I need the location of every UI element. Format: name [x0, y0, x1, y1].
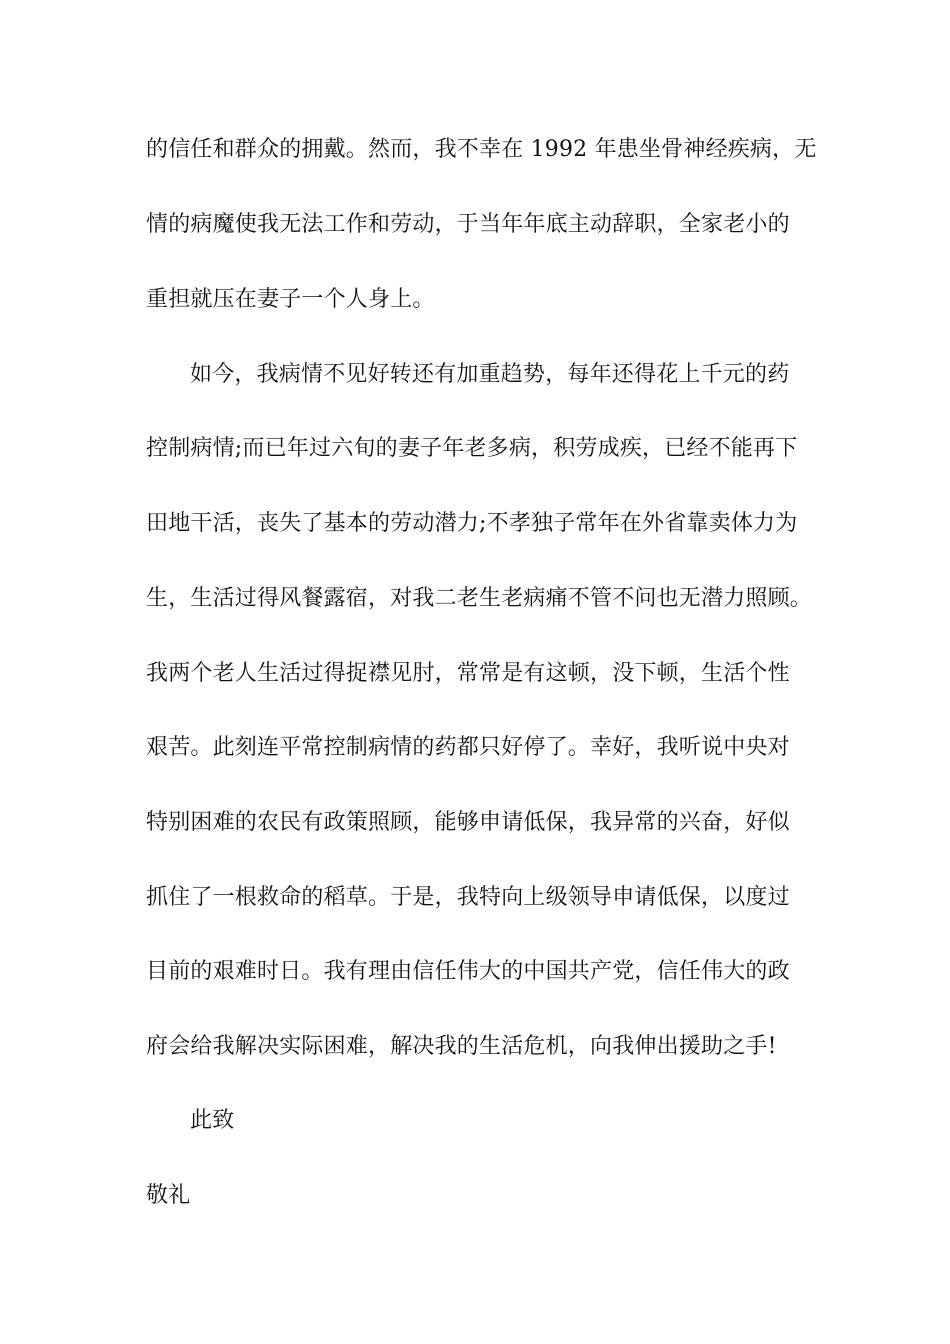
- body-text-line: 目前的艰难时日。我有理由信任伟大的中国共产党，信任伟大的政: [146, 959, 790, 984]
- closing-regards: 敬礼: [146, 1183, 191, 1208]
- body-text-line: 生，生活过得风餐露宿，对我二老生老病痛不管不问也无潜力照顾。: [146, 586, 813, 611]
- body-text-line: 控制病情;而已年过六旬的妻子年老多病，积劳成疾，已经不能再下: [146, 436, 798, 461]
- body-text-line: 田地干活，丧失了基本的劳动潜力;不孝独子常年在外省靠卖体力为: [146, 511, 798, 536]
- body-text-line: 情的病魔使我无法工作和劳动，于当年年底主动辞职，全家老小的: [146, 212, 790, 237]
- body-text-line: 府会给我解决实际困难，解决我的生活危机，向我伸出援助之手!: [146, 1034, 777, 1059]
- closing-salutation: 此致: [190, 1108, 235, 1133]
- paragraph-start-line: 如今，我病情不见好转还有加重趋势，每年还得花上千元的药: [190, 362, 790, 387]
- body-text-line: 抓住了一根救命的稻草。于是，我特向上级领导申请低保，以度过: [146, 885, 790, 910]
- body-text-line: 重担就压在妻子一个人身上。: [146, 287, 435, 312]
- body-text-line: 的信任和群众的拥戴。然而，我不幸在 1992 年患坐骨神经疾病，无: [146, 137, 817, 162]
- body-text-line: 特别困难的农民有政策照顾，能够申请低保，我异常的兴奋，好似: [146, 810, 790, 835]
- body-text-line: 我两个老人生活过得捉襟见肘，常常是有这顿，没下顿，生活个性: [146, 661, 790, 686]
- body-text-line: 艰苦。此刻连平常控制病情的药都只好停了。幸好，我听说中央对: [146, 735, 790, 760]
